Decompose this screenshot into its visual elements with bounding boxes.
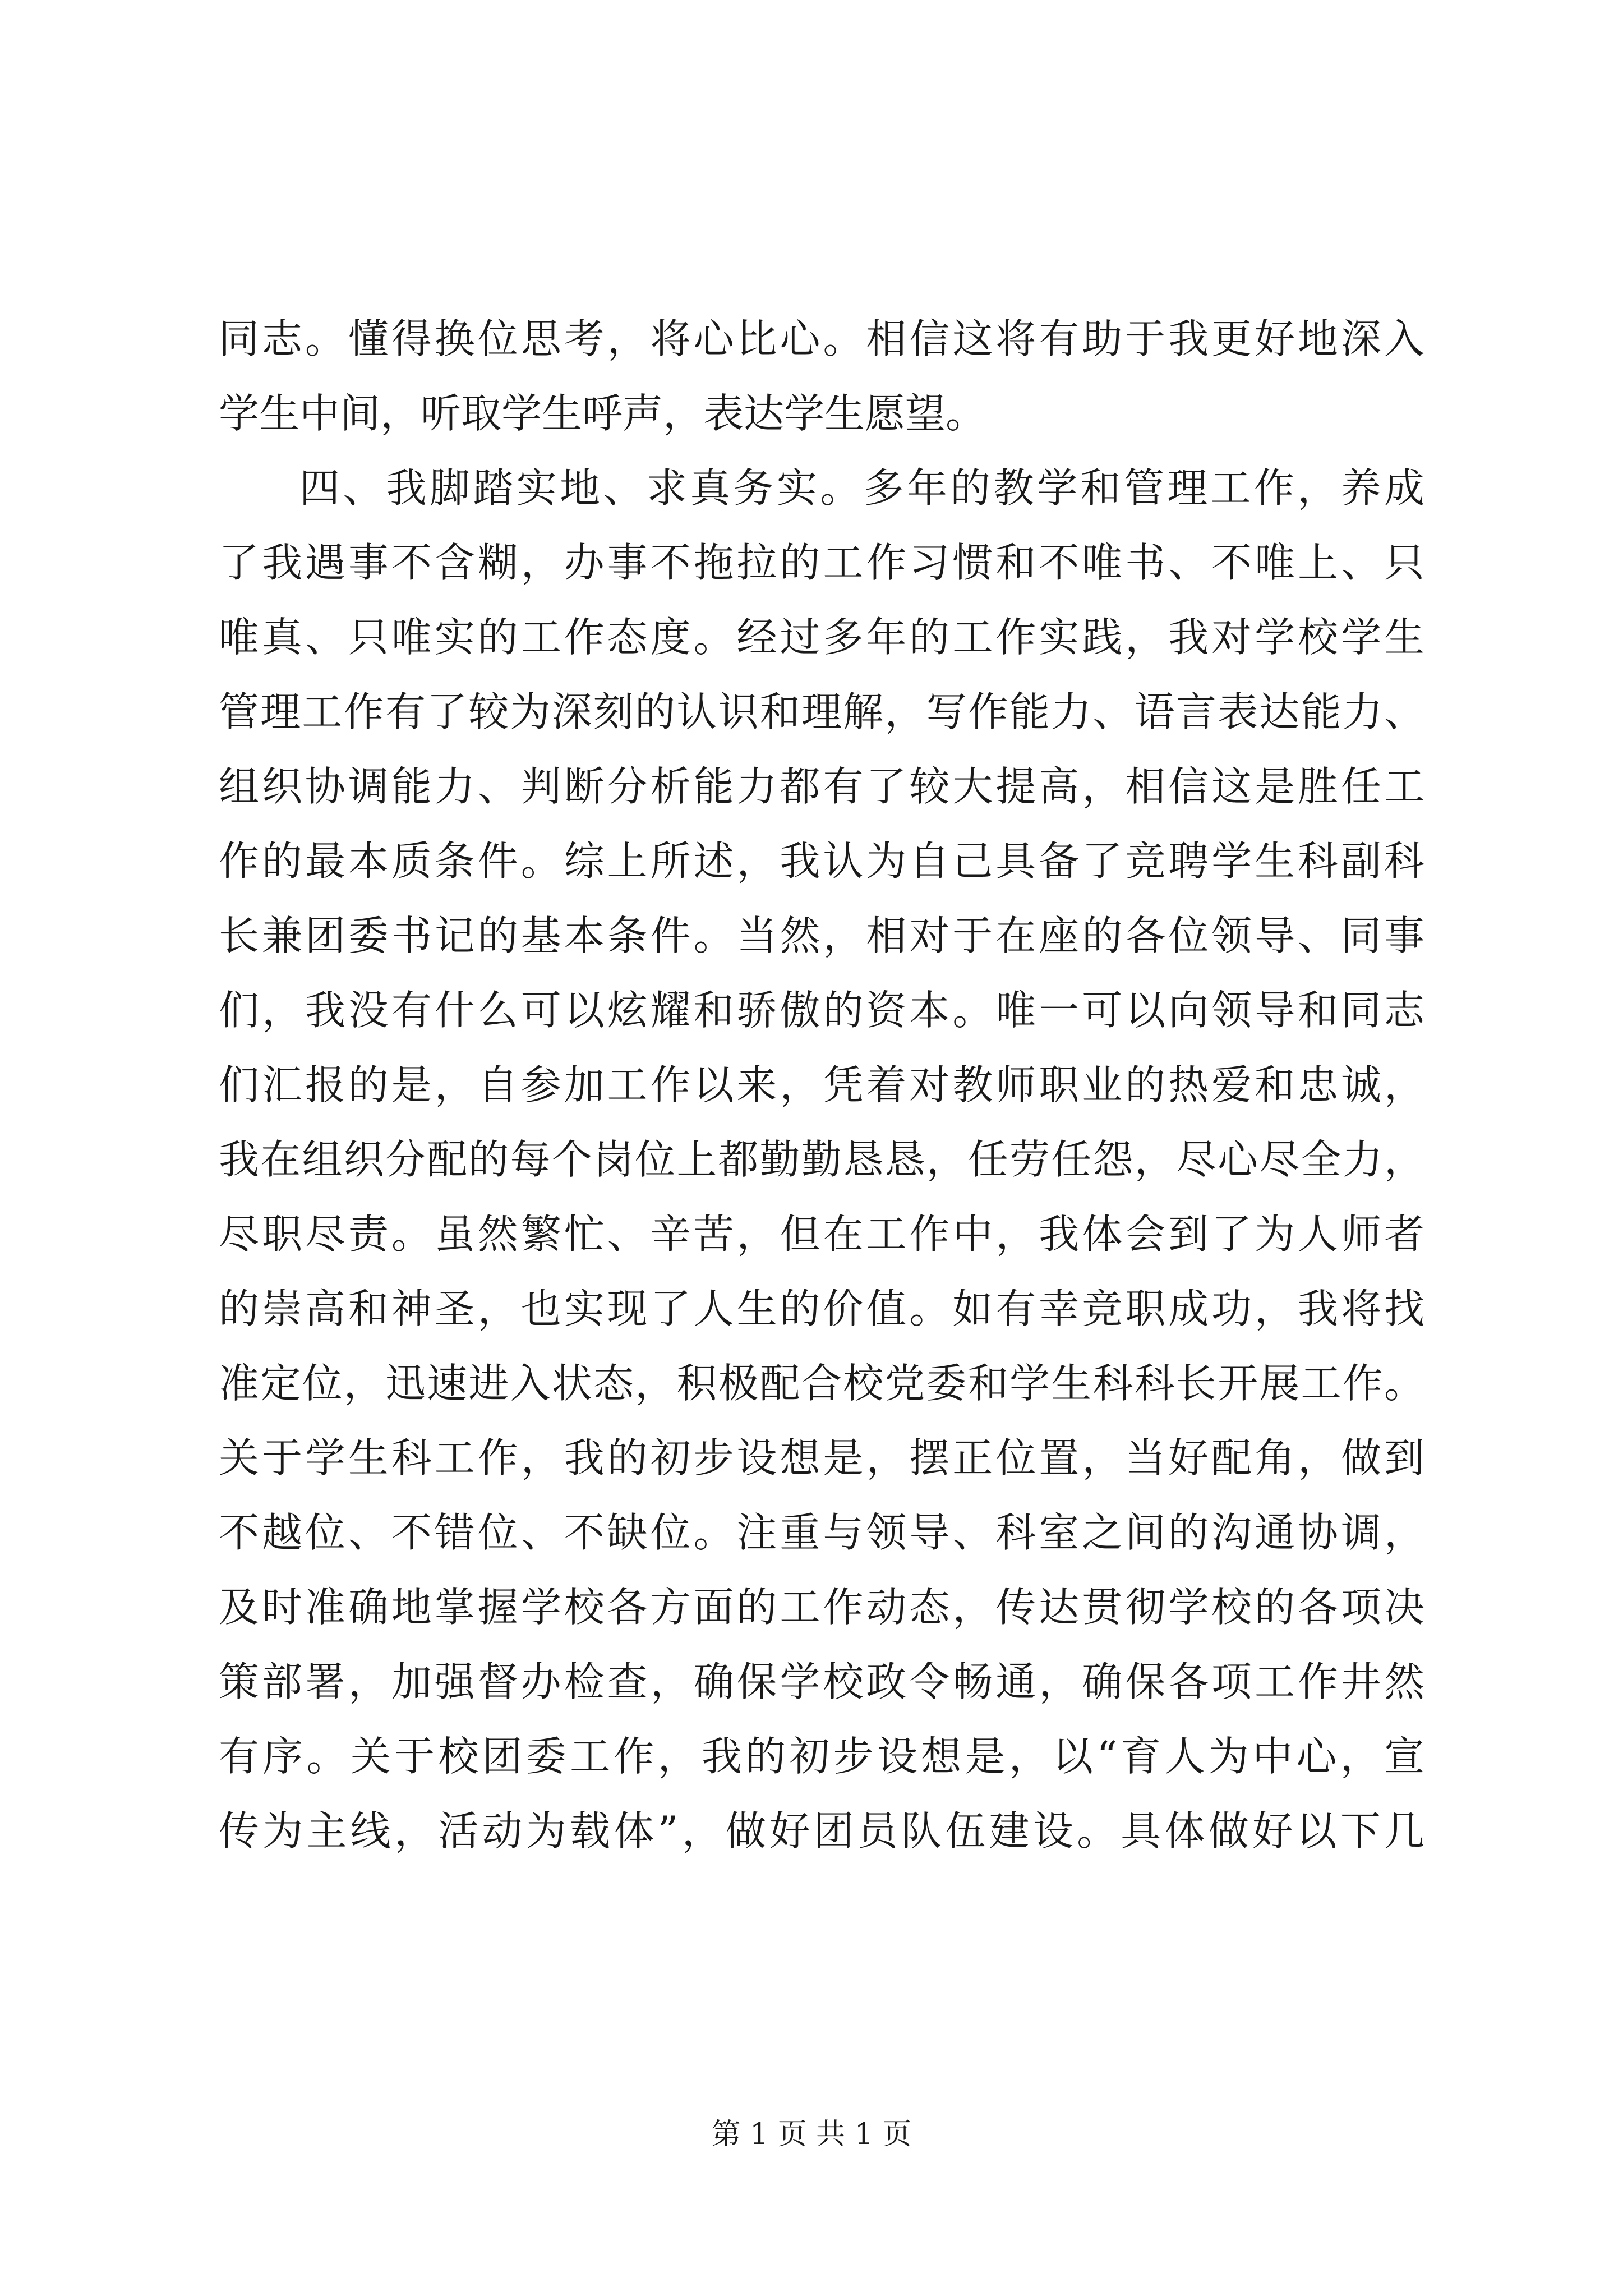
page-footer — [0, 2110, 1623, 2152]
text-line: 管理工作有了较为深刻的认识和理解，写作能力、语言表达能力、 — [219, 688, 1424, 735]
text-line: 我在组织分配的每个岗位上都勤勤恳恳，任劳任怨，尽心尽全力， — [219, 1136, 1424, 1183]
text-line: 唯真、只唯实的工作态度。经过多年的工作实践，我对学校学生 — [219, 614, 1424, 661]
text-line: 学生中间，听取学生呼声，表达学生愿望。 — [219, 390, 986, 437]
paragraph-start-line: 四、我脚踏实地、求真务实。多年的教学和管理工作，养成 — [299, 464, 1424, 512]
text-line: 策部署，加强督办检查，确保学校政令畅通，确保各项工作井然 — [219, 1658, 1424, 1705]
text-line: 关于学生科工作，我的初步设想是，摆正位置，当好配角，做到 — [219, 1434, 1424, 1481]
text-line: 尽职尽责。虽然繁忙、辛苦，但在工作中，我体会到了为人师者 — [219, 1211, 1424, 1258]
text-line: 准定位，迅速进入状态，积极配合校党委和学生科科长开展工作。 — [219, 1360, 1424, 1407]
text-line: 了我遇事不含糊，办事不拖拉的工作习惯和不唯书、不唯上、只 — [219, 539, 1424, 586]
document-body — [219, 302, 1424, 1869]
text-line: 组织协调能力、判断分析能力都有了较大提高，相信这是胜任工 — [219, 763, 1424, 810]
text-line: 传为主线，活动为载体”，做好团员队伍建设。具体做好以下几 — [219, 1807, 1424, 1855]
text-line: 及时准确地掌握学校各方面的工作动态，传达贯彻学校的各项决 — [219, 1584, 1424, 1631]
text-line: 有序。关于校团委工作，我的初步设想是，以“育人为中心，宣 — [219, 1733, 1424, 1780]
page-number-label: 第 1 页 共 1 页 — [711, 2118, 912, 2151]
text-line: 同志。懂得换位思考，将心比心。相信这将有助于我更好地深入 — [219, 315, 1424, 362]
text-line: 的崇高和神圣，也实现了人生的价值。如有幸竞职成功，我将找 — [219, 1285, 1424, 1332]
text-line: 们，我没有什么可以炫耀和骄傲的资本。唯一可以向领导和同志 — [219, 987, 1424, 1034]
text-line: 长兼团委书记的基本条件。当然，相对于在座的各位领导、同事 — [219, 912, 1424, 959]
text-line: 们汇报的是，自参加工作以来，凭着对教师职业的热爱和忠诚， — [219, 1061, 1424, 1108]
text-line: 不越位、不错位、不缺位。注重与领导、科室之间的沟通协调， — [219, 1509, 1424, 1556]
text-line: 作的最本质条件。综上所述，我认为自己具备了竞聘学生科副科 — [219, 838, 1424, 885]
